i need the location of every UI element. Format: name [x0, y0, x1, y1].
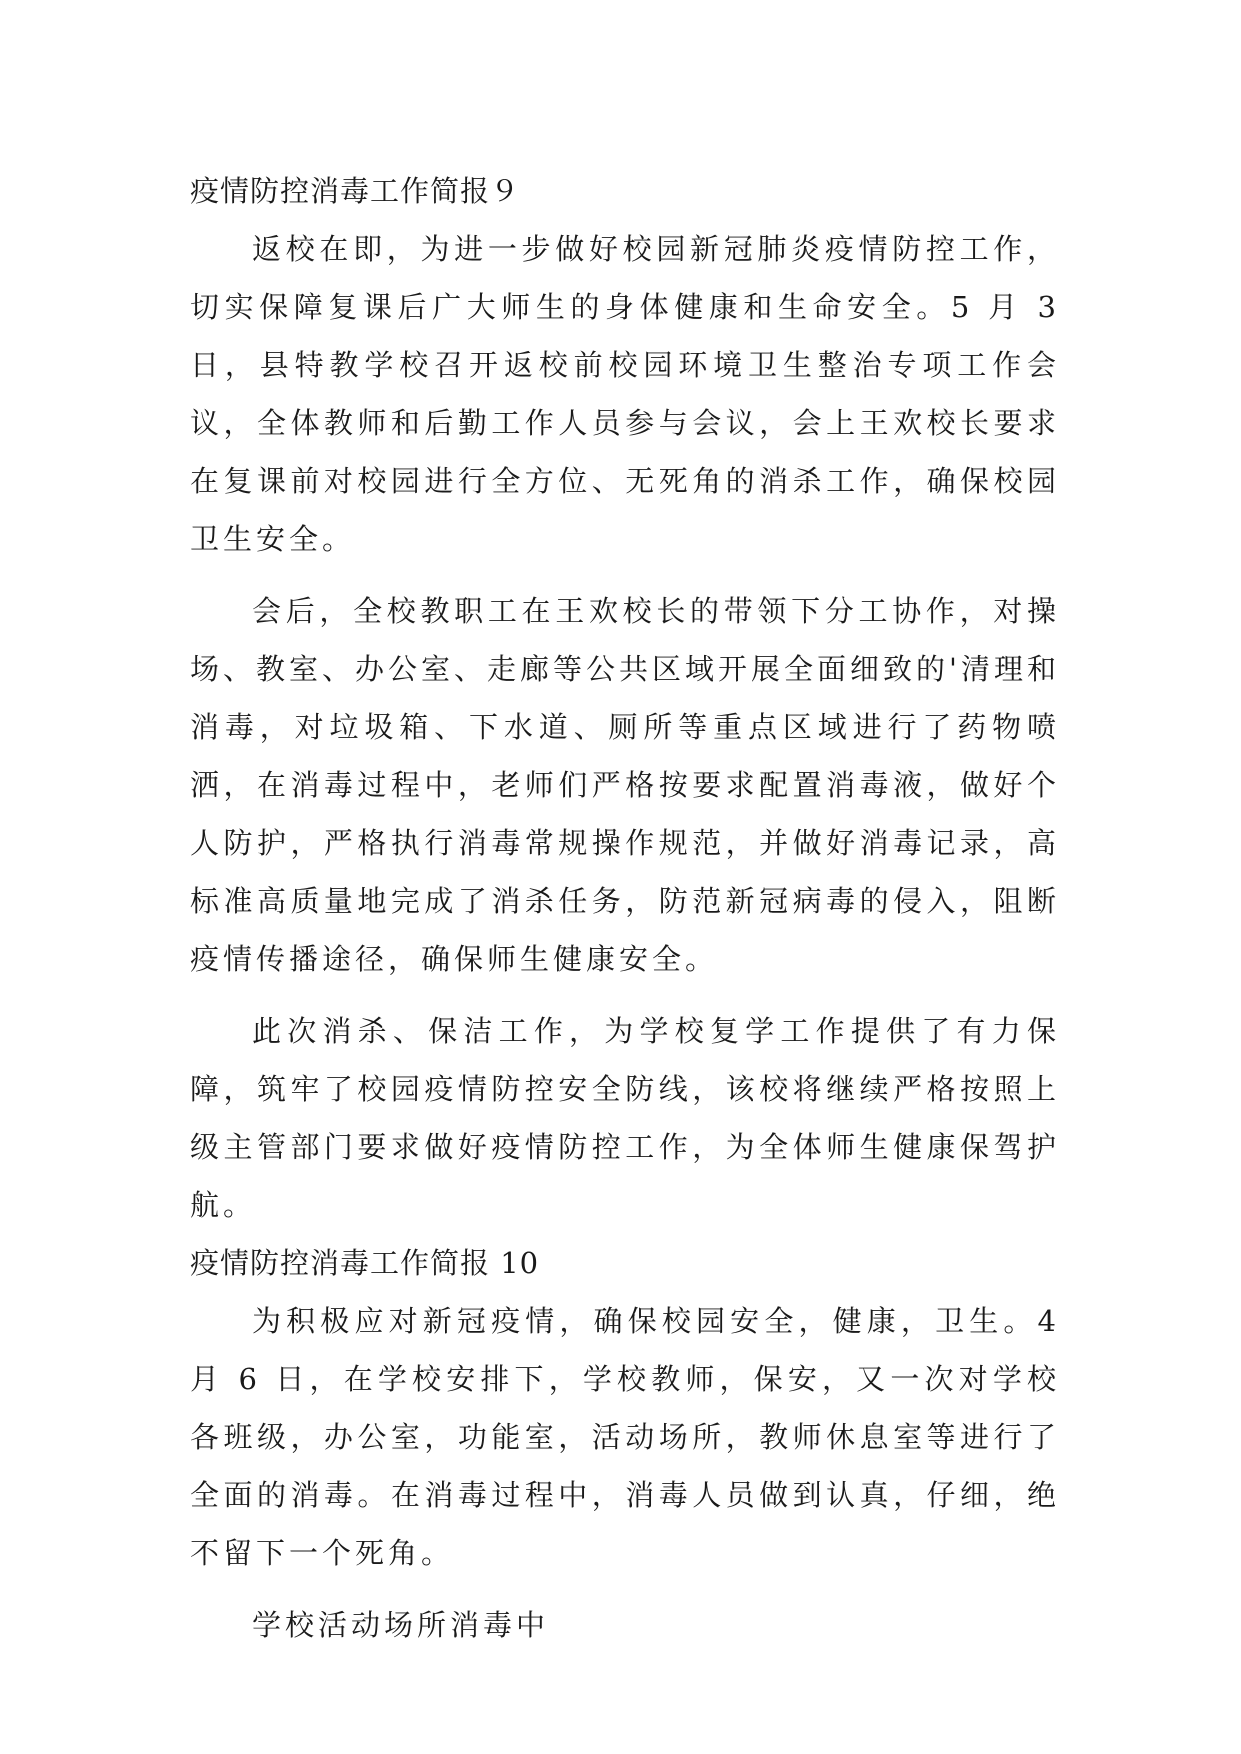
paragraph: 会后，全校教职工在王欢校长的带领下分工协作，对操场、教室、办公室、走廊等公共区域开展全面细致的'清理和消毒，对垃圾箱、下水道、厕所等重点区域进行了药物喷洒，在消毒过程中，老师们严格按要求配置消毒液，做好个人防护，严格执行消毒常规操作规范，并做好消毒记录，高标准高质量地完成了消杀任务，防范新冠病毒的侵入，阻断疫情传播途径，确保师生健康安全。 [190, 594, 1060, 976]
section-title-10: 疫情防控消毒工作简报 10 [190, 1246, 540, 1280]
paragraph-gap [190, 988, 1060, 1002]
section-title-9: 疫情防控消毒工作简报９ [190, 174, 521, 208]
paragraph: 返校在即，为进一步做好校园新冠肺炎疫情防控工作，切实保障复课后广大师生的身体健康和生命安全。5 月 3 日，县特教学校召开返校前校园环境卫生整治专项工作会议，全体教师和后勤工作人员参与会议，会上王欢校长要求在复课前对校园进行全方位、无死角的消杀工作，确保校园卫生安全。 [190, 232, 1060, 556]
paragraph: 此次消杀、保洁工作，为学校复学工作提供了有力保障，筑牢了校园疫情防控安全防线，该校将继续严格按照上级主管部门要求做好疫情防控工作，为全体师生健康保驾护航。 [190, 1014, 1060, 1222]
document-body [190, 162, 1060, 1654]
paragraph-gap [190, 568, 1060, 582]
paragraph: 学校活动场所消毒中 [252, 1608, 550, 1642]
paragraph: 为积极应对新冠疫情，确保校园安全，健康，卫生。4 月 6 日，在学校安排下，学校教师，保安，又一次对学校各班级，办公室，功能室，活动场所，教师休息室等进行了全面的消毒。在消毒过程中，消毒人员做到认真，仔细，绝不留下一个死角。 [190, 1304, 1060, 1570]
paragraph-gap [190, 1582, 1060, 1596]
